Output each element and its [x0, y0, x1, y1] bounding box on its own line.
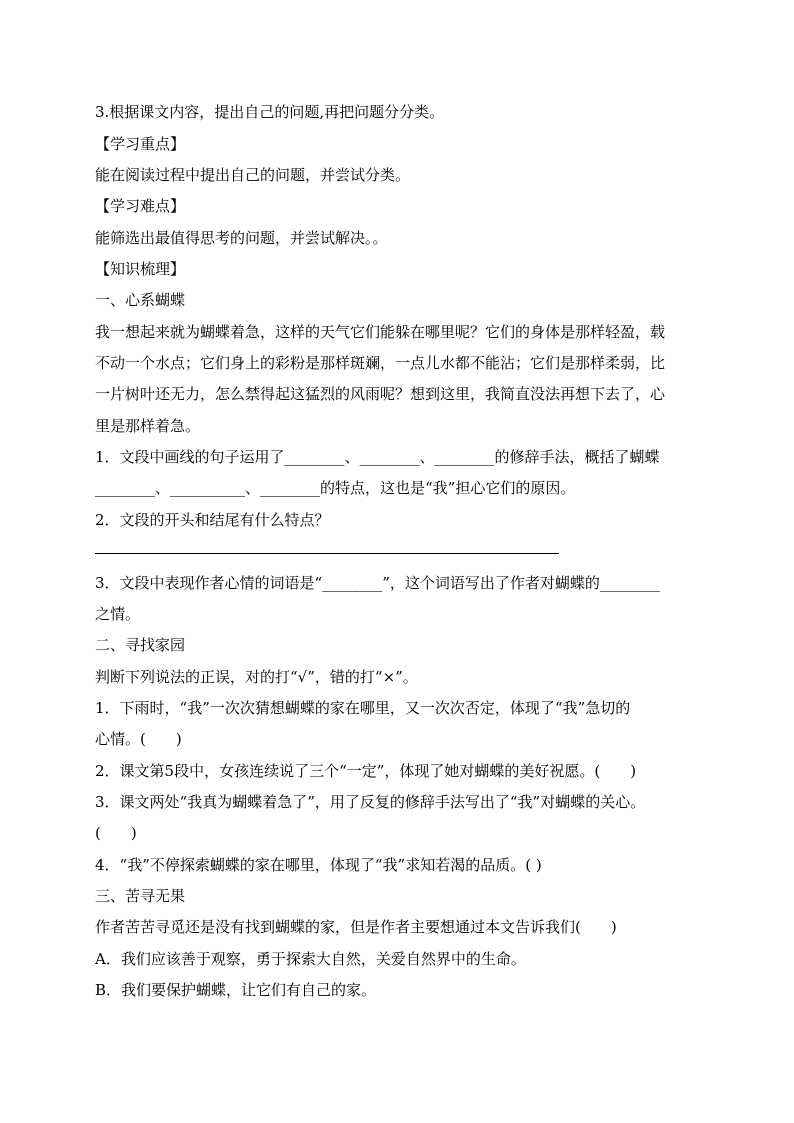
passage-line: 我一想起来就为蝴蝶着急，这样的天气它们能躲在哪里呢？它们的身体是那样轻盈，载: [95, 323, 666, 341]
judge-2: 2．课文第5段中，女孩连续说了三个“一定”，体现了她对蝴蝶的美好祝愿。( ): [95, 762, 637, 780]
answer-line: [95, 553, 559, 554]
choice-question: 作者苦苦寻觅还是没有找到蝴蝶的家，但是作者主要想通过本文告诉我们( ): [95, 918, 617, 936]
section-1-title: 一、心系蝴蝶: [95, 291, 186, 309]
judge-3-cont: ( ): [95, 824, 137, 842]
goal-item-3: 3.根据课文内容，提出自己的问题,再把问题分分类。: [95, 103, 445, 121]
judge-4: 4．“我”不停探索蝴蝶的家在哪里，体现了“我”求知若渴的品质。( ): [95, 856, 542, 874]
section-2-title: 二、寻找家园: [95, 636, 186, 654]
judge-1-cont: 心情。( ): [95, 730, 182, 748]
question-3: 3．文段中表现作者心情的词语是“________”，这个词语写出了作者对蝴蝶的________: [95, 574, 660, 592]
judge-1: 1．下雨时，“我”一次次猜想蝴蝶的家在哪里，又一次次否定，体现了“我”急切的: [95, 699, 631, 717]
question-2: 2．文段的开头和结尾有什么特点？: [95, 511, 330, 529]
key-point-heading: 【学习重点】: [95, 135, 186, 153]
question-1-cont: ________、__________、________的特点，这也是“我”担心它们的原因。: [95, 479, 576, 497]
section-3-title: 三、苦寻无果: [95, 887, 186, 905]
judge-instruction: 判断下列说法的正误，对的打“√”，错的打“×”。: [95, 668, 418, 686]
difficulty-text: 能筛选出最值得思考的问题，并尝试解决。。: [95, 229, 388, 247]
judge-3: 3．课文两处“我真为蝴蝶着急了”，用了反复的修辞手法写出了“我”对蝴蝶的关心。: [95, 793, 646, 811]
option-b: B．我们要保护蝴蝶，让它们有自己的家。: [95, 981, 377, 999]
passage-line: 里是那样着急。: [95, 417, 201, 435]
option-a: A．我们应该善于观察，勇于探索大自然，关爱自然界中的生命。: [95, 950, 526, 968]
passage-line: 不动一个水点；它们身上的彩粉是那样斑斓，一点儿水都不能沾；它们是那样柔弱，比: [95, 354, 666, 372]
key-point-text: 能在阅读过程中提出自己的问题，并尝试分类。: [95, 166, 411, 184]
difficulty-heading: 【学习难点】: [95, 197, 186, 215]
knowledge-heading: 【知识梳理】: [95, 260, 186, 278]
question-3-cont: 之情。: [95, 605, 141, 623]
passage-line: 一片树叶还无力，怎么禁得起这猛烈的风雨呢？想到这里，我简直没法再想下去了，心: [95, 385, 666, 403]
question-1: 1．文段中画线的句子运用了________、________、________的修辞手法，概括了蝴蝶: [95, 448, 660, 466]
